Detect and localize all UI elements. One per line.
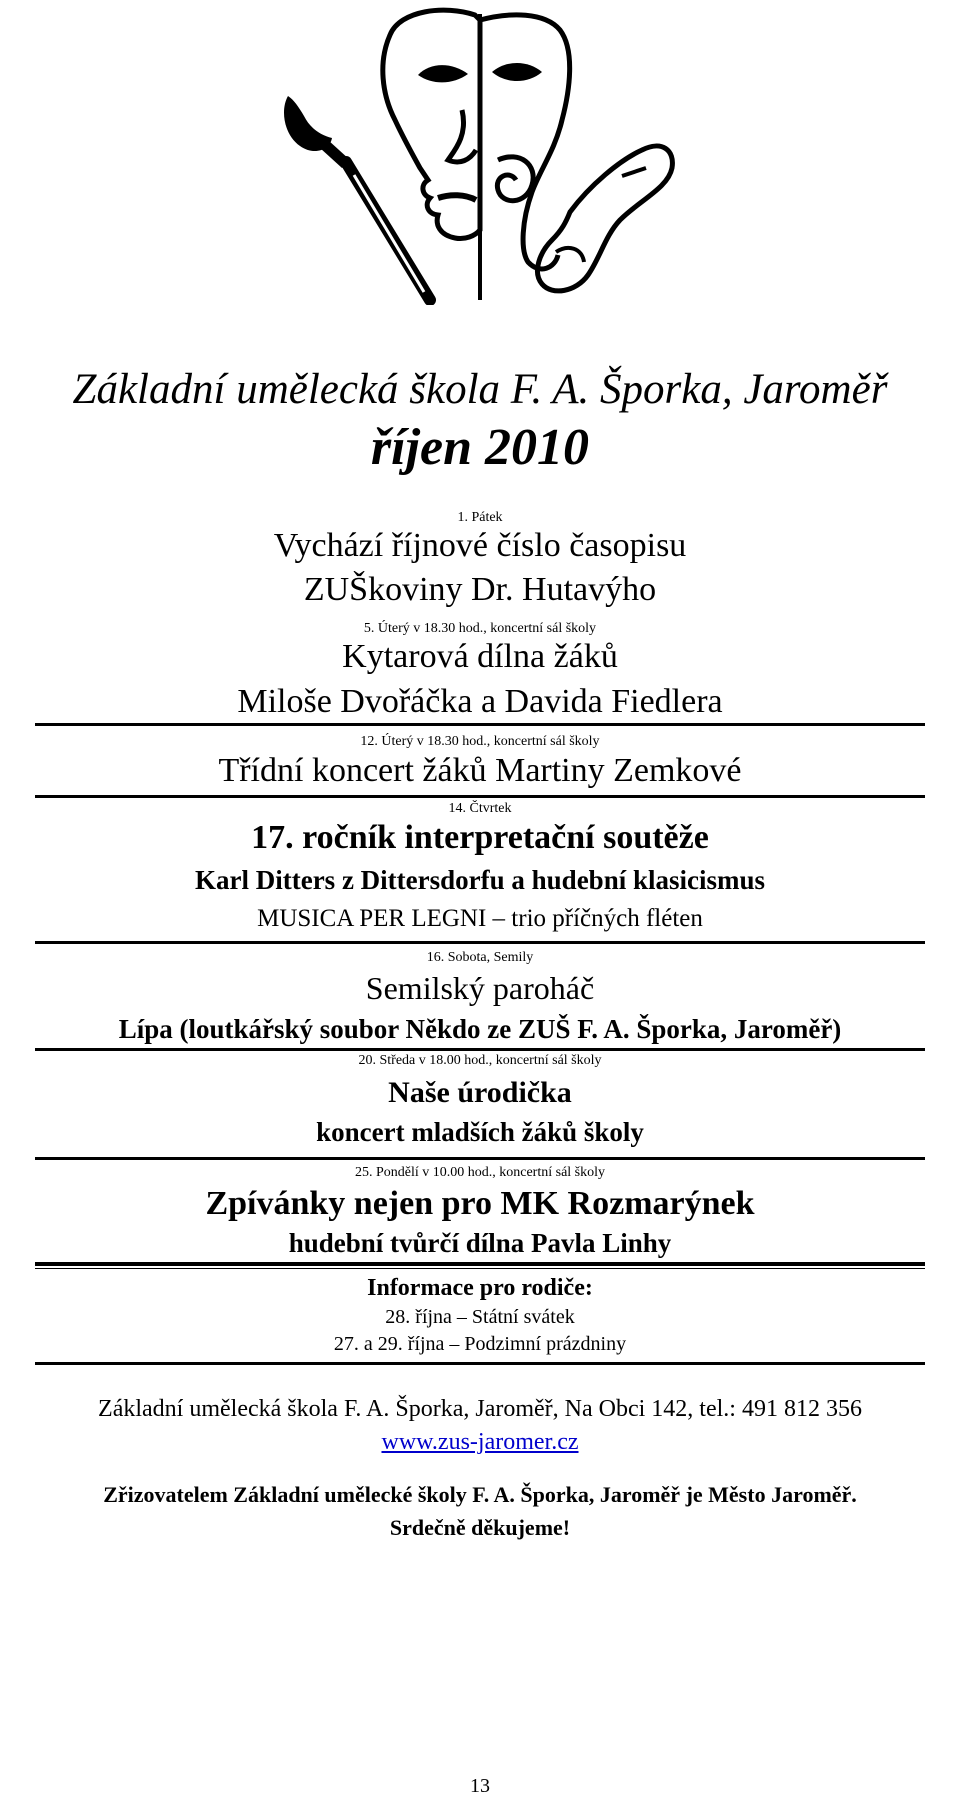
event-date: 5. Úterý v 18.30 hod., koncertní sál školy	[363, 621, 597, 636]
event-title: Kytarová dílna žáků	[342, 638, 618, 675]
event-subtitle: Miloše Dvořáčka a Davida Fiedlera	[237, 683, 723, 720]
event-subtitle: Karl Ditters z Dittersdorfu a hudební klasicismus	[195, 865, 765, 895]
event-subtitle: ZUŠkoviny Dr. Hutavýho	[303, 571, 657, 608]
event-date: 20. Středa v 18.00 hod., koncertní sál školy	[358, 1053, 602, 1068]
school-title: Základní umělecká škola F. A. Šporka, Jaroměř	[72, 366, 888, 413]
page-number: 13	[470, 1775, 490, 1797]
divider	[35, 1268, 925, 1269]
event-subtitle: koncert mladších žáků školy	[316, 1117, 644, 1147]
parents-info-line: 28. října – Státní svátek	[385, 1306, 575, 1328]
parents-info-line: 27. a 29. října – Podzimní prázdniny	[333, 1333, 627, 1355]
event-date: 12. Úterý v 18.30 hod., koncertní sál školy	[360, 734, 600, 749]
event-date: 16. Sobota, Semily	[426, 950, 534, 965]
event-date: 14. Čtvrtek	[448, 801, 512, 816]
divider	[35, 1262, 925, 1266]
school-address: Základní umělecká škola F. A. Šporka, Jaroměř, Na Obci 142, tel.: 491 812 356	[98, 1396, 862, 1422]
event-title: 17. ročník interpretační soutěže	[251, 819, 709, 856]
event-title: Naše úrodička	[388, 1076, 572, 1109]
thanks-note: Srdečně děkujeme!	[389, 1515, 571, 1540]
event-title: Zpívánky nejen pro MK Rozmarýnek	[205, 1185, 755, 1222]
event-date: 25. Pondělí v 10.00 hod., koncertní sál školy	[354, 1165, 606, 1180]
event-title: Vychází říjnové číslo časopisu	[273, 527, 687, 564]
divider	[35, 723, 925, 726]
event-subtitle: Lípa (loutkářský soubor Někdo ze ZUŠ F. A. Šporka, Jaroměř)	[118, 1014, 842, 1044]
event-detail: MUSICA PER LEGNI – trio příčných fléten	[257, 905, 703, 932]
website-link[interactable]: www.zus-jaromer.cz	[381, 1429, 579, 1455]
divider	[35, 941, 925, 944]
divider	[35, 1048, 925, 1051]
month-title: říjen 2010	[370, 419, 590, 476]
event-title: Třídní koncert žáků Martiny Zemkové	[218, 752, 742, 789]
event-date: 1. Pátek	[457, 510, 503, 525]
parents-info-heading: Informace pro rodiče:	[367, 1275, 593, 1301]
divider	[35, 795, 925, 798]
school-logo-mask-brush-violin	[270, 0, 690, 305]
event-subtitle: hudební tvůrčí dílna Pavla Linhy	[288, 1228, 672, 1258]
divider	[35, 1362, 925, 1365]
founder-note: Zřizovatelem Základní umělecké školy F. A. Šporka, Jaroměř je Město Jaroměř.	[103, 1482, 857, 1507]
event-title: Semilský paroháč	[365, 970, 595, 1006]
divider	[35, 1157, 925, 1160]
